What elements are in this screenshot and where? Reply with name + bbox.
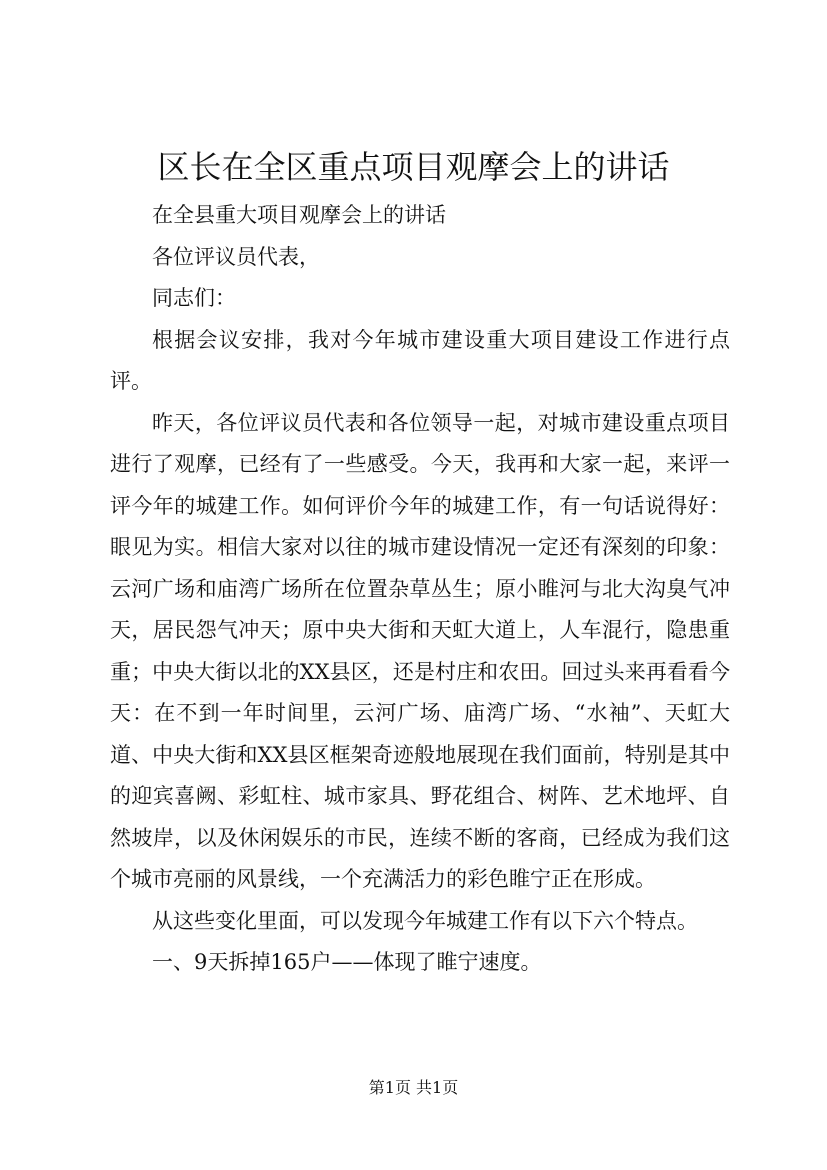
document-body [110, 195, 730, 984]
paragraph-subtitle: 在全县重大项目观摩会上的讲话 [152, 203, 446, 227]
paragraph-salutation-comrades: 同志们： [152, 286, 236, 310]
page-number-footer: 第1页 共1页 [368, 1078, 459, 1097]
document-title: 区长在全区重点项目观摩会上的讲话 [157, 148, 670, 186]
paragraph-intro: 根据会议安排，我对今年城市建设重大项目建设工作进行点评。 [110, 327, 730, 393]
paragraph-main: 昨天，各位评议员代表和各位领导一起，对城市建设重点项目进行了观摩，已经有了一些感受。今天，我再和大家一起，来评一评今年的城建工作。如何评价今年的城建工作，有一句话说得好：眼见为实。相信大家对以往的城市建设情况一定还有深刻的印象：云河广场和庙湾广场所在位置杂草丛生；原小睢河与北大沟臭气冲天，居民怨气冲天；原中央大街和天虹大道上，人车混行，隐患重重；中央大街以北的XX县区，还是村庄和农田。回过头来再看看今天：在不到一年时间里，云河广场、庙湾广场、“水袖”、天虹大道、中央大街和XX县区框架奇迹般地展现在我们面前，特别是其中的迎宾喜阙、彩虹柱、城市家具、野花组合、树阵、艺术地坪、自然坡岸，以及休闲娱乐的市民，连续不断的客商，已经成为我们这个城市亮丽的风景线，一个充满活力的彩色睢宁正在形成。 [110, 410, 730, 891]
paragraph-features: 从这些变化里面，可以发现今年城建工作有以下六个特点。 [152, 908, 698, 933]
paragraph-salutation-representatives: 各位评议员代表， [152, 244, 320, 269]
paragraph-point-one: 一、9天拆掉165户——体现了睢宁速度。 [152, 950, 542, 974]
